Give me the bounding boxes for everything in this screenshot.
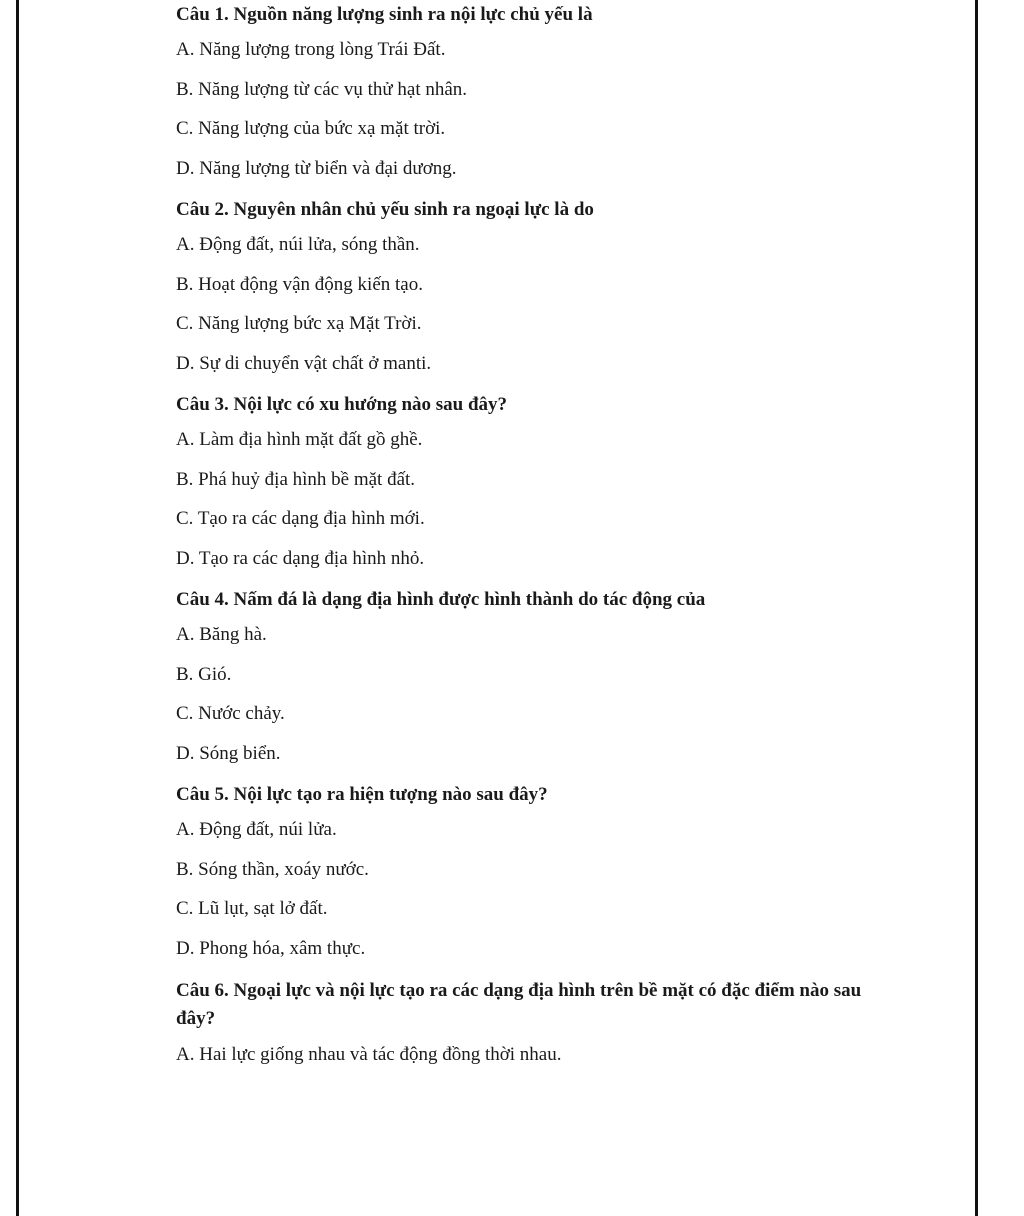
answer-option-c: C. Năng lượng bức xạ Mặt Trời. — [176, 313, 422, 334]
question-1 — [176, 0, 876, 195]
answer-option-d: D. Tạo ra các dạng địa hình nhỏ. — [176, 547, 425, 569]
answer-option-c: C. Nước chảy. — [176, 703, 285, 724]
answer-option-d: D. Phong hóa, xâm thực. — [176, 937, 366, 959]
answer-option-a: A. Băng hà. — [176, 624, 267, 645]
answer-option-a: A. Động đất, núi lửa, sóng thần. — [176, 234, 420, 255]
answer-option-c: C. Lũ lụt, sạt lở đất. — [176, 898, 328, 919]
answer-option-a: A. Năng lượng trong lòng Trái Đất. — [176, 39, 446, 60]
answer-option-a: A. Động đất, núi lửa. — [176, 819, 337, 840]
question-5 — [176, 780, 876, 975]
question-text: Câu 1. Nguồn năng lượng sinh ra nội lực chủ yếu là — [176, 4, 593, 25]
answer-option-b: B. Năng lượng từ các vụ thử hạt nhân. — [176, 78, 468, 100]
answer-option-d: D. Năng lượng từ biển và đại dương. — [176, 157, 457, 179]
question-text: Câu 4. Nấm đá là dạng địa hình được hình thành do tác động của — [176, 589, 706, 610]
question-3 — [176, 390, 876, 585]
answer-option-b: B. Gió. — [176, 663, 232, 685]
answer-option-a: A. Hai lực giống nhau và tác động đồng thời nhau. — [176, 1044, 562, 1065]
question-text: Câu 5. Nội lực tạo ra hiện tượng nào sau đây? — [176, 784, 548, 805]
question-6 — [176, 975, 876, 1082]
question-2 — [176, 195, 876, 390]
answer-option-b: B. Phá huỷ địa hình bề mặt đất. — [176, 468, 416, 490]
answer-option-b: B. Hoạt động vận động kiến tạo. — [176, 273, 423, 295]
answer-option-c: C. Tạo ra các dạng địa hình mới. — [176, 508, 425, 529]
question-4 — [176, 585, 876, 780]
question-text: Câu 6. Ngoại lực và nội lực tạo ra các dạng địa hình trên bề mặt có đặc điểm nào sau đây? — [176, 980, 862, 1029]
document-page — [16, 0, 978, 1216]
answer-option-d: D. Sự di chuyển vật chất ở manti. — [176, 352, 432, 374]
answer-option-c: C. Năng lượng của bức xạ mặt trời. — [176, 118, 446, 139]
answer-option-b: B. Sóng thần, xoáy nước. — [176, 858, 369, 880]
question-list — [176, 0, 876, 1082]
question-text: Câu 3. Nội lực có xu hướng nào sau đây? — [176, 394, 508, 415]
question-text: Câu 2. Nguyên nhân chủ yếu sinh ra ngoại lực là do — [176, 199, 594, 220]
answer-option-a: A. Làm địa hình mặt đất gồ ghề. — [176, 429, 423, 450]
answer-option-d: D. Sóng biển. — [176, 742, 281, 764]
